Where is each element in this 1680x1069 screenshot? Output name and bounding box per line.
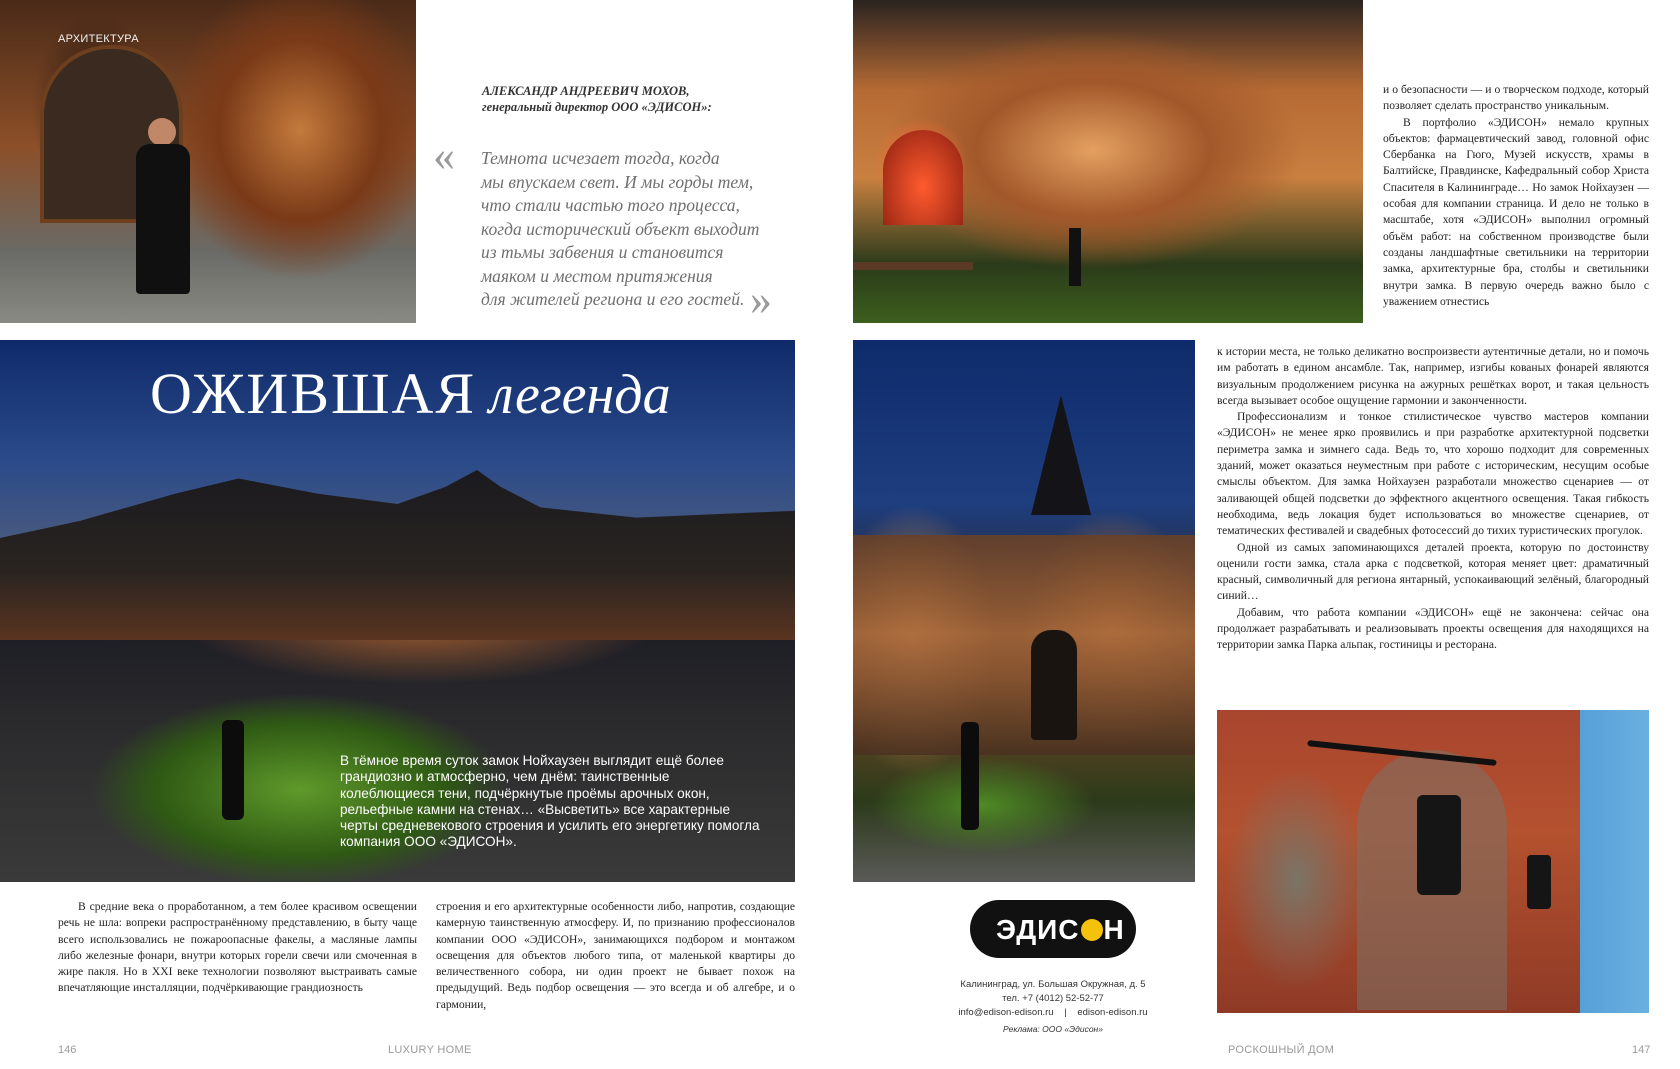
quote-text	[481, 147, 781, 312]
headline	[150, 360, 671, 427]
edison-logo-text	[996, 914, 1125, 946]
photo-red-arch	[883, 130, 963, 225]
page-number-right: 147	[1632, 1044, 1651, 1056]
photo-stone-wall	[853, 535, 1195, 755]
headline-accent: легенда	[489, 364, 671, 426]
right-wide-p1: к истории места, не только деликатно воспроизвести аутентичные детали, но и помочь им работать в едином ансамбле. Так, например, изгибы кованых фонарей являются визуальным продолжением рисунка на ажурных решётках ворот, и такая цельность всегда вызывает особое ощущение гармонии и законченности.	[1217, 345, 1649, 407]
right-narrow-p1: и о безопасности — и о творческом подходе, который позволяет сделать пространство уникальным.	[1383, 83, 1649, 113]
photo-person-head	[148, 118, 176, 146]
quote-line: Темнота исчезает тогда, когда	[481, 148, 720, 168]
ad-site[interactable]: edison-edison.ru	[1077, 1007, 1148, 1018]
photo-lamp-post-2	[1069, 228, 1081, 286]
photo-castle-panorama	[0, 340, 795, 882]
right-wide-p3: Одной из самых запоминающихся деталей проекта, которую по достоинству оценили гости замка, стала арка с подсветкой, которая меняет цвет: драматичный красный, символичный для региона янтарный, успокаивающий зелёный, благородный синий…	[1217, 540, 1649, 603]
edison-logo[interactable]	[970, 900, 1136, 958]
ad-email[interactable]: info@edison-edison.ru	[958, 1007, 1054, 1018]
photo-wall-lanterns	[1217, 710, 1649, 1013]
ad-links	[920, 1006, 1186, 1020]
photo-lamp-post-3	[961, 722, 979, 830]
photo-tower-spire	[1031, 395, 1091, 515]
quote-line: мы впускаем свет. И мы горды тем,	[481, 171, 754, 192]
lead-text: В тёмное время суток замок Нойхаузен выглядит ещё более грандиозно и атмосферно, чем днём: таинственные колеблющиеся тени, подчёркнутые проёмы арочных окон, рельефные камни на стенах… «Высветить» все характерные черты средневекового строения и усилить его энергетику помогла компания ООО «ЭДИСОН».	[340, 753, 760, 850]
section-label: АРХИТЕКТУРА	[58, 33, 139, 45]
body-column-1: В средние века о проработанном, а тем более красивом освещении речь не шла: вопреки распространённому представлению, в быту чаще всего использовались не пожароопасные факелы, а масляные лампы либо железные фонари, внутри которых горели свечи или смоченная в жире пакля. Но в XXI веке технологии позволяют выстраивать самые впечатляющие инсталляции, подчёркивающие грандиозность	[58, 900, 417, 995]
photo-bench	[853, 262, 973, 270]
logo-text-part1: ЭДИС	[996, 914, 1080, 945]
ad-separator: |	[1064, 1007, 1067, 1018]
quote-author	[482, 83, 782, 115]
photo-lantern-2	[1527, 855, 1551, 909]
headline-main: ОЖИВШАЯ	[150, 361, 477, 426]
page-number-left: 146	[58, 1044, 77, 1056]
photo-courtyard-night	[853, 0, 1363, 323]
logo-text-part2: Н	[1103, 914, 1125, 945]
photo-statue	[1031, 630, 1077, 740]
quote-open-icon: «	[433, 131, 455, 180]
quote-line: из тьмы забвения и становится	[481, 242, 724, 262]
ad-address: Калининград, ул. Большая Окружная, д. 5	[960, 979, 1146, 990]
quote-line: что стали частью того процесса,	[481, 195, 740, 215]
photo-director-portrait	[0, 0, 416, 323]
quote-line: для жителей региона и его гостей.	[481, 289, 745, 309]
magazine-title-left: LUXURY HOME	[388, 1044, 472, 1056]
photo-person-body	[136, 144, 190, 294]
quote-close-icon: »	[750, 275, 772, 324]
right-narrow-text	[1383, 82, 1649, 310]
right-wide-p2: Профессионализм и тонкое стилистическое чувство мастеров компании «ЭДИСОН» не менее ярко проявились и при разработке архитектурной подсветки периметра замка и зимнего сада. Ведь то, что хорошо подходит для современных зданий, может оказаться неуместным при работе с историческим, несущим особые смыслы объектом. Для замка Нойхаузен разработали множество сценариев — от заливающей общей подсветки до эффектного акцентного освещения. Такая гибкость необходима, ведь локация будет использоваться во множестве сценариев, от тематических фестивалей и свадебных фотосессий до тихих туристических прогулок.	[1217, 410, 1649, 538]
magazine-title-right: РОСКОШНЫЙ ДОМ	[1228, 1044, 1335, 1056]
quote-author-title: генеральный директор ООО «ЭДИСОН»:	[482, 100, 712, 114]
photo-lamp-post	[222, 720, 244, 820]
right-wide-text	[1217, 344, 1649, 654]
ad-contacts	[920, 978, 1186, 1036]
ad-disclaimer: Реклама: ООО «Эдисон»	[1003, 1024, 1103, 1034]
quote-author-name: АЛЕКСАНДР АНДРЕЕВИЧ МОХОВ,	[482, 84, 690, 98]
right-wide-p4: Добавим, что работа компании «ЭДИСОН» ещё не закончена: сейчас она продолжает разрабатывать и реализовывать проекты освещения для находящихся на территории замка Парка альпак, гостиницы и ресторана.	[1217, 605, 1649, 652]
photo-lantern	[1417, 795, 1461, 895]
ad-phone[interactable]: тел. +7 (4012) 52-52-77	[1002, 993, 1104, 1004]
quote-line: когда исторический объект выходит	[481, 218, 760, 239]
photo-castle-silhouette	[0, 470, 795, 640]
quote-line: маяком и местом притяжения	[481, 265, 713, 286]
body-column-2: строения и его архитектурные особенности либо, напротив, создающие камерную таинственную атмосферу. И, по признанию профессионалов компании ООО «ЭДИСОН», занимающихся подбором и монтажом освещения для объектов любого типа, от маленькой квартиры до величественного собора, ни один проект не бывает похож на предыдущий. Ведь подбор освещения — это всегда и об алгебре, и о гармонии,	[436, 900, 795, 1011]
right-narrow-p2: В портфолио «ЭДИСОН» немало крупных объектов: фармацевтический завод, головной офис Сбербанка на Гюго, Музей искусств, храмы в Балтийске, Правдинске, Кафедральный собор Христа Спасителя в Калининграде… Но замок Нойхаузен — особая для компании страница. И дело не только в масштабе, хотя «ЭДИСОН» выполнил огромный объём работ: на собственном производстве были созданы ландшафтные светильники на территории замка, архитектурные бра, столбы и светильники внутри замка. В первую очередь важно было с уважением отнестись	[1383, 115, 1649, 308]
photo-wall-statue	[853, 340, 1195, 882]
light-bulb-icon	[1081, 919, 1103, 941]
